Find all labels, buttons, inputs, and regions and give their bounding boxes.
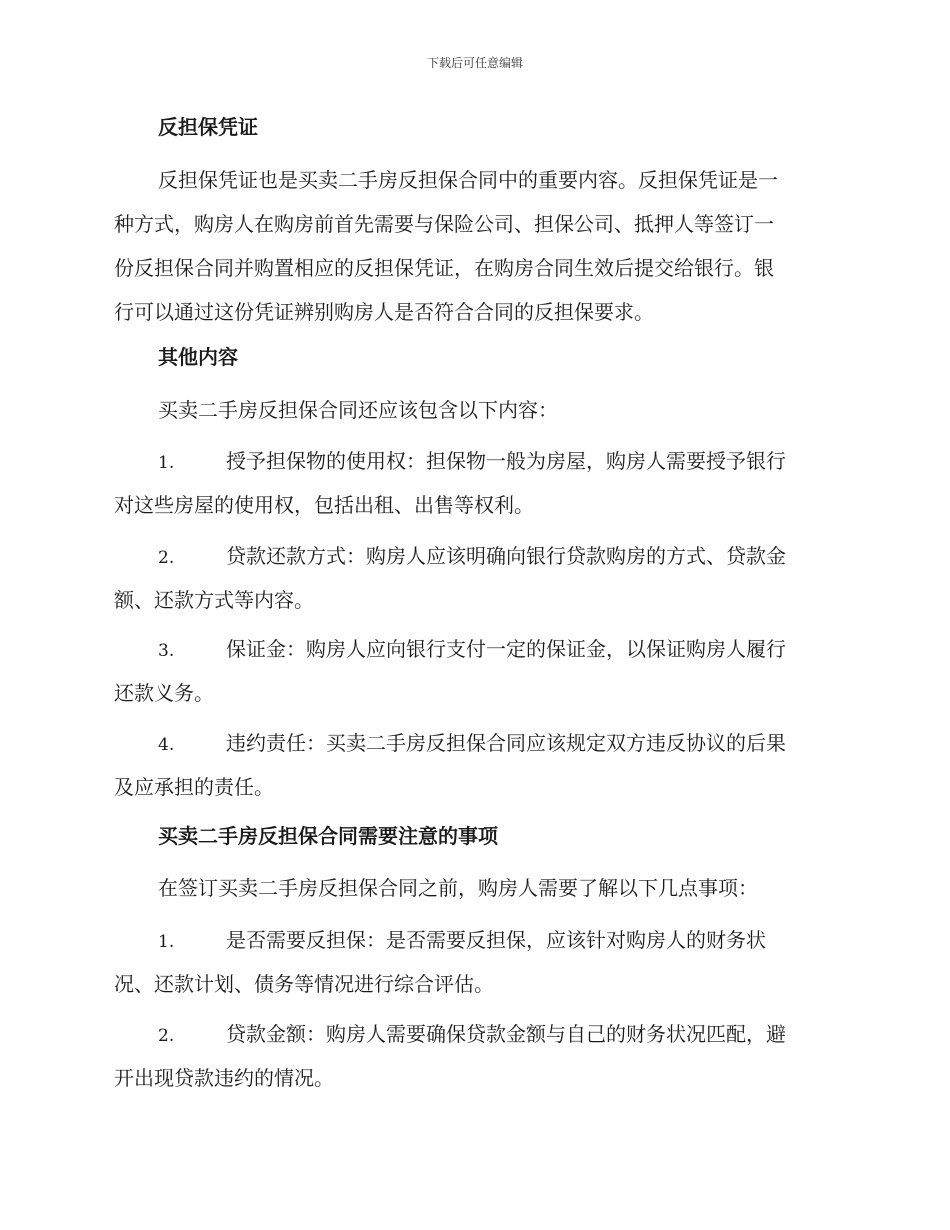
section-heading: 反担保凭证 [158, 115, 258, 139]
list-text: 及应承担的责任。 [114, 775, 274, 799]
intro-line: 在签订买卖二手房反担保合同之前，购房人需要了解以下几点事项： [158, 876, 758, 900]
list-item [114, 627, 832, 715]
paragraph [114, 388, 832, 432]
list-item [114, 918, 832, 1006]
list-text: 违约责任：买卖二手房反担保合同应该规定双方违反协议的后果 [226, 731, 786, 755]
list-number: 4. [158, 735, 175, 755]
list-number: 1. [158, 932, 175, 952]
list-item [114, 721, 832, 809]
list-text: 况、还款计划、债务等情况进行综合评估。 [114, 972, 494, 996]
list-text: 保证金：购房人应向银行支付一定的保证金，以保证购房人履行 [226, 637, 786, 661]
paragraph-line: 种方式，购房人在购房前首先需要与保险公司、担保公司、抵押人等签订一 [114, 212, 774, 236]
paragraph [114, 158, 832, 334]
list-item [114, 439, 832, 527]
section-heading: 其他内容 [158, 345, 238, 369]
list-text: 授予担保物的使用权：担保物一般为房屋，购房人需要授予银行 [226, 449, 786, 473]
paragraph-line: 行可以通过这份凭证辨别购房人是否符合合同的反担保要求。 [114, 300, 654, 324]
list-text: 对这些房屋的使用权，包括出租、出售等权利。 [114, 493, 534, 517]
paragraph-line: 反担保凭证也是买卖二手房反担保合同中的重要内容。反担保凭证是一 [158, 168, 778, 192]
list-number: 2. [158, 1026, 175, 1046]
list-number: 2. [158, 548, 175, 568]
page-header: 下载后可任意编辑 [426, 56, 523, 70]
section-heading: 买卖二手房反担保合同需要注意的事项 [158, 824, 498, 848]
intro-line: 买卖二手房反担保合同还应该包含以下内容： [158, 398, 558, 422]
list-item [114, 534, 832, 622]
list-item [114, 1012, 832, 1100]
list-text: 贷款金额：购房人需要确保贷款金额与自己的财务状况匹配，避 [226, 1022, 786, 1046]
list-number: 1. [158, 453, 175, 473]
list-text: 贷款还款方式：购房人应该明确向银行贷款购房的方式、贷款金 [226, 544, 786, 568]
list-text: 额、还款方式等内容。 [114, 588, 314, 612]
paragraph-line: 份反担保合同并购置相应的反担保凭证，在购房合同生效后提交给银行。银 [114, 256, 774, 280]
list-number: 3. [158, 641, 175, 661]
paragraph [114, 866, 832, 910]
list-text: 开出现贷款违约的情况。 [114, 1066, 334, 1090]
list-text: 是否需要反担保：是否需要反担保，应该针对购房人的财务状 [226, 928, 766, 952]
list-text: 还款义务。 [114, 681, 214, 705]
